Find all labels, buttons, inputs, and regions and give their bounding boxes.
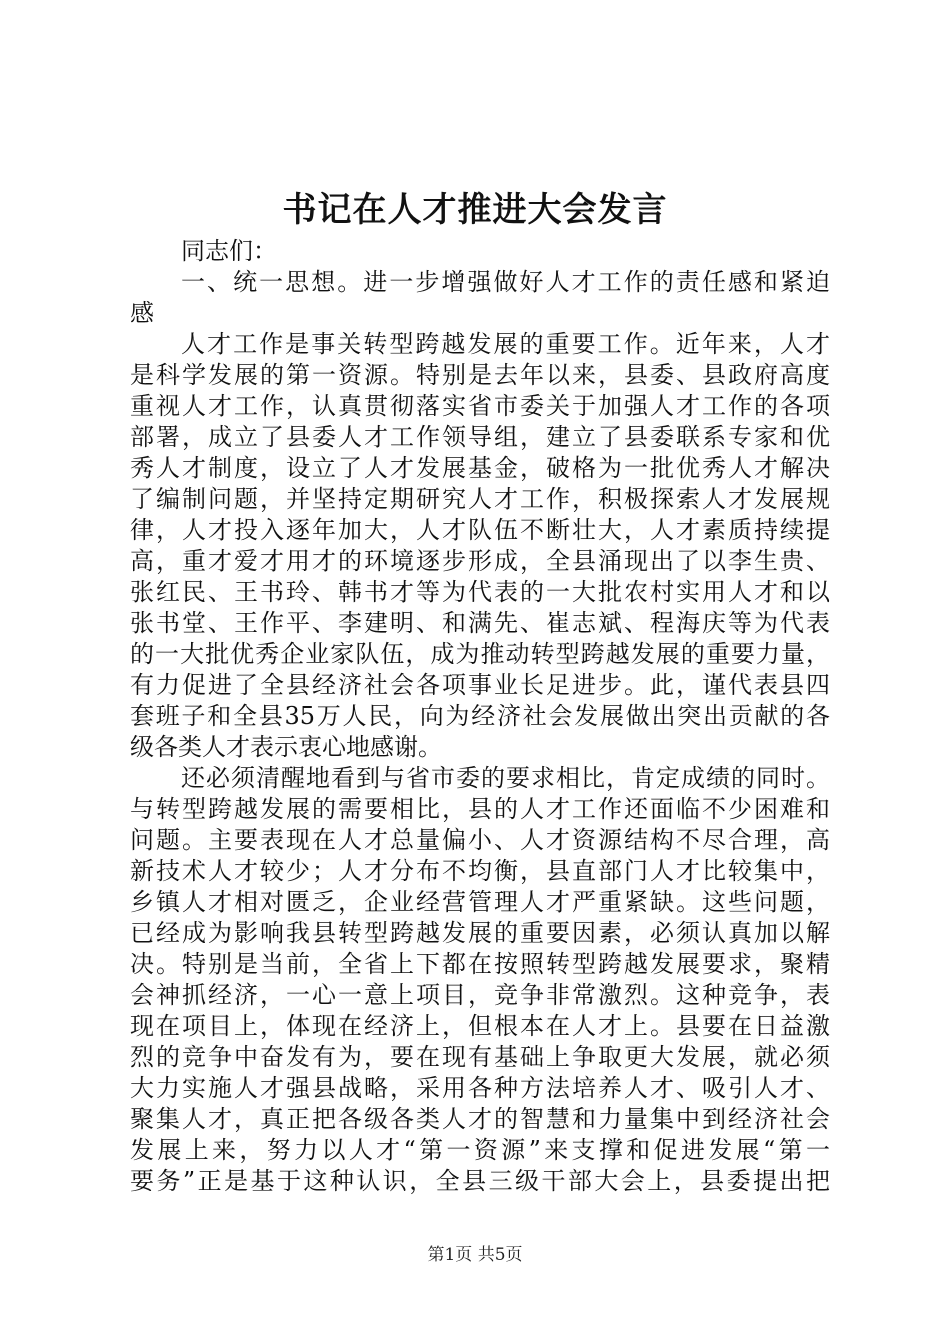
text-line: 的一大批优秀企业家队伍，成为推动转型跨越发展的重要力量， (130, 640, 830, 668)
text-line: 有力促进了全县经济社会各项事业长足进步。此，谨代表县四 (130, 671, 830, 699)
text-line: 乡镇人才相对匮乏，企业经营管理人才严重紧缺。这些问题， (130, 888, 830, 916)
text-line: 高，重才爱才用才的环境逐步形成，全县涌现出了以李生贵、 (130, 547, 830, 575)
text-line: 大力实施人才强县战略，采用各种方法培养人才、吸引人才、 (130, 1074, 830, 1102)
text-line: 还必须清醒地看到与省市委的要求相比，肯定成绩的同时。 (181, 764, 830, 792)
text-line: 烈的竞争中奋发有为，要在现有基础上争取更大发展，就必须 (130, 1043, 830, 1071)
text-line: 与转型跨越发展的需要相比，县的人才工作还面临不少困难和 (130, 795, 830, 823)
text-line: 发展上来，努力以人才“第一资源”来支撑和促进发展“第一 (130, 1136, 830, 1164)
text-line: 一、统一思想。进一步增强做好人才工作的责任感和紧迫 (181, 268, 830, 296)
text-line: 会神抓经济，一心一意上项目，竞争非常激烈。这种竞争，表 (130, 981, 830, 1009)
text-line: 律，人才投入逐年加大，人才队伍不断壮大，人才素质持续提 (130, 516, 830, 544)
text-line: 套班子和全县35万人民，向为经济社会发展做出突出贡献的各 (130, 702, 830, 730)
text-line: 张红民、王书玲、韩书才等为代表的一大批农村实用人才和以 (130, 578, 830, 606)
document-body (130, 236, 830, 1197)
text-line: 问题。主要表现在人才总量偏小、人才资源结构不尽合理，高 (130, 826, 830, 854)
text-line: 是科学发展的第一资源。特别是去年以来，县委、县政府高度 (130, 361, 830, 389)
text-line: 要务”正是基于这种认识，全县三级干部大会上，县委提出把 (130, 1167, 830, 1195)
text-line: 秀人才制度，设立了人才发展基金，破格为一批优秀人才解决 (130, 454, 830, 482)
text-line: 聚集人才，真正把各级各类人才的智慧和力量集中到经济社会 (130, 1105, 830, 1133)
text-line: 同志们： (181, 237, 277, 265)
page-footer: 第1页 共5页 (427, 1245, 523, 1265)
text-line: 了编制问题，并坚持定期研究人才工作，积极探索人才发展规 (130, 485, 830, 513)
text-line: 已经成为影响我县转型跨越发展的重要因素，必须认真加以解 (130, 919, 830, 947)
text-line: 人才工作是事关转型跨越发展的重要工作。近年来，人才 (181, 330, 830, 358)
text-line: 级各类人才表示衷心地感谢。 (130, 733, 442, 761)
text-line: 感 (130, 299, 154, 327)
text-line: 现在项目上，体现在经济上，但根本在人才上。县要在日益激 (130, 1012, 830, 1040)
text-line: 新技术人才较少；人才分布不均衡，县直部门人才比较集中， (130, 857, 830, 885)
text-line: 部署，成立了县委人才工作领导组，建立了县委联系专家和优 (130, 423, 830, 451)
document-title: 书记在人才推进大会发言 (282, 190, 668, 230)
text-line: 重视人才工作，认真贯彻落实省市委关于加强人才工作的各项 (130, 392, 830, 420)
text-line: 张书堂、王作平、李建明、和满先、崔志斌、程海庆等为代表 (130, 609, 830, 637)
text-line: 决。特别是当前，全省上下都在按照转型跨越发展要求，聚精 (130, 950, 830, 978)
